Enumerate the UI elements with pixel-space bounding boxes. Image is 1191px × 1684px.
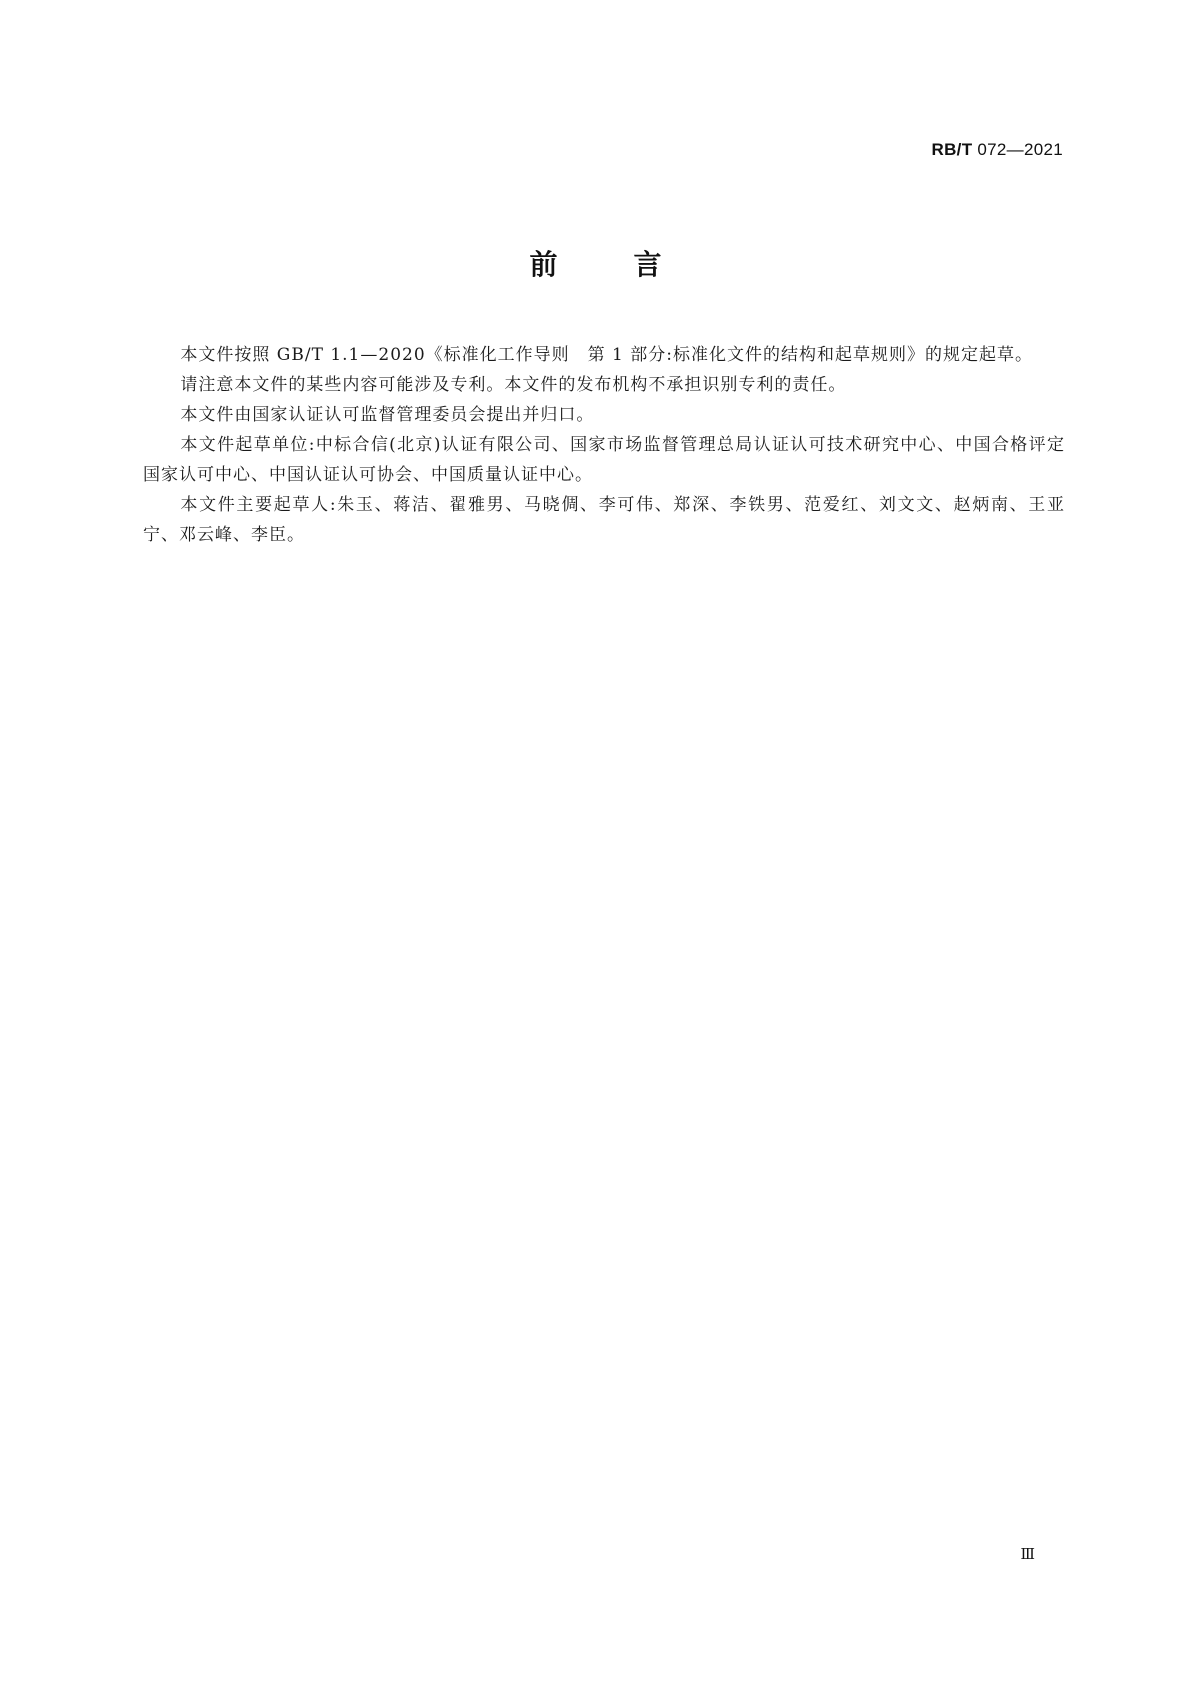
standard-code-number: 072—2021 xyxy=(972,140,1063,159)
foreword-body xyxy=(143,340,1065,550)
paragraph-proposer: 本文件由国家认证认可监督管理委员会提出并归口。 xyxy=(180,405,595,425)
paragraph-drafting-units: 本文件起草单位:中标合信(北京)认证有限公司、国家市场监督管理总局认证认可技术研究中心、中国合格评定国家认可中心、中国认证认可协会、中国质量认证中心。 xyxy=(143,435,1065,485)
page-title xyxy=(0,243,1191,283)
page-title-char-1: 前 xyxy=(529,248,558,281)
standard-code xyxy=(932,140,1063,160)
page-number: Ⅲ xyxy=(1020,1545,1035,1563)
page-title-char-2: 言 xyxy=(633,248,662,281)
paragraph-drafters: 本文件主要起草人:朱玉、蒋洁、翟雅男、马晓倜、李可伟、郑深、李铁男、范爱红、刘文文、赵炳南、王亚宁、邓云峰、李臣。 xyxy=(143,495,1065,545)
paragraph-drafting-rules: 本文件按照 GB/T 1.1—2020《标准化工作导则 第 1 部分:标准化文件的结构和起草规则》的规定起草。 xyxy=(180,345,1033,365)
paragraph-patent-notice: 请注意本文件的某些内容可能涉及专利。本文件的发布机构不承担识别专利的责任。 xyxy=(180,375,847,395)
standard-code-prefix: RB/T xyxy=(931,140,973,159)
